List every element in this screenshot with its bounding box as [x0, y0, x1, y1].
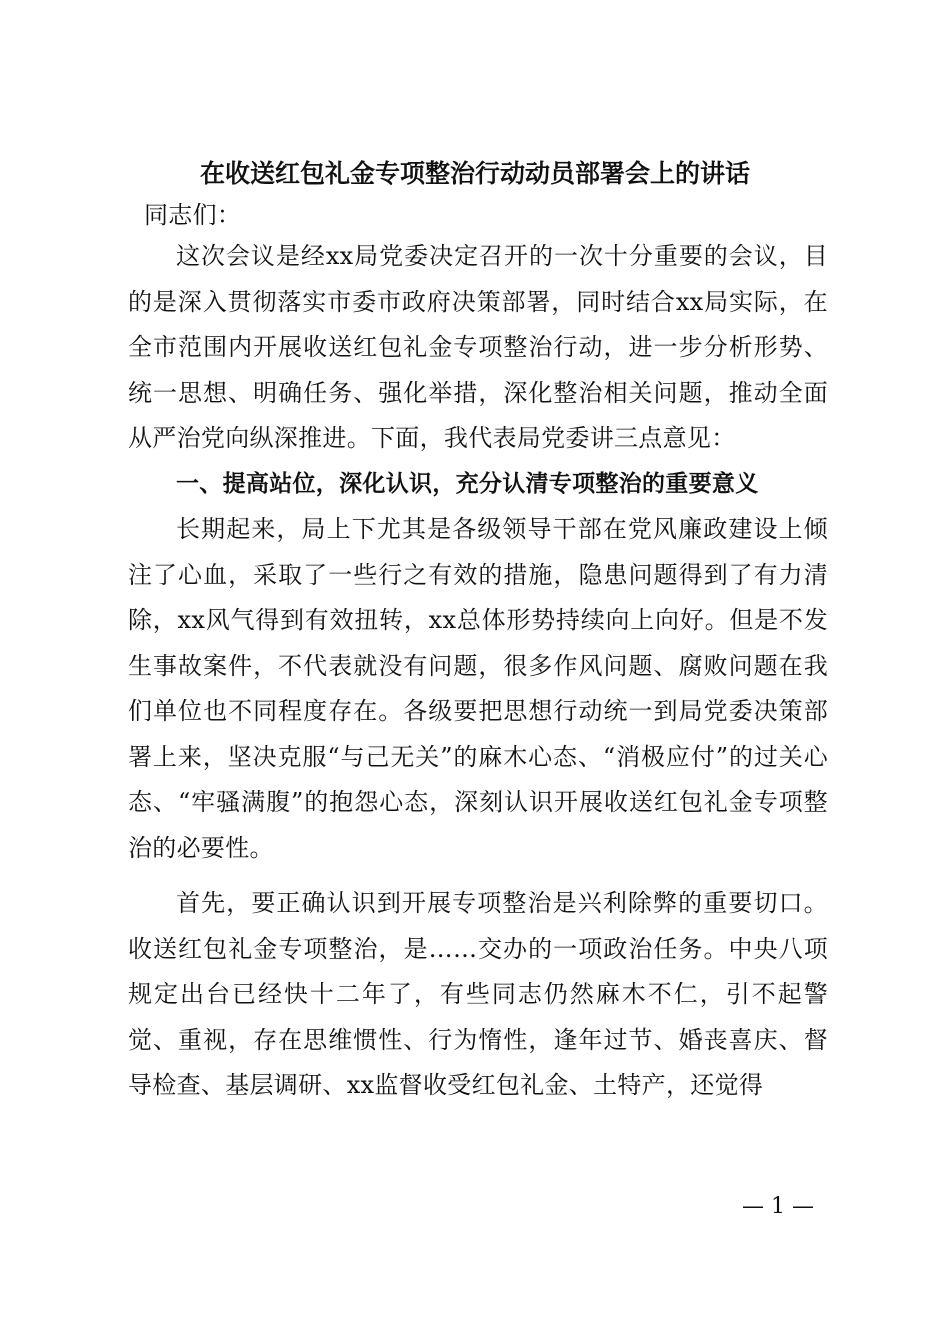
salutation: 同志们：	[144, 201, 242, 229]
section-paragraph: 长期起来，局上下尤其是各级领导干部在党风廉政建设上倾注了心血，采取了一些行之有效的措施，隐患问题得到了有力清除，xx风气得到有效扭转，xx总体形势持续向上向好。但是不发生事故案件，不代表就没有问题，很多作风问题、腐败问题在我们单位也不同程度存在。各级要把思想行动统一到局党委决策部署上来，坚决克服“与己无关”的麻木心态、“消极应付”的过关心态、“牢骚满腹”的抱怨心态，深刻认识开展收送红包礼金专项整治的必要性。	[128, 515, 828, 862]
intro-paragraph: 这次会议是经xx局党委决定召开的一次十分重要的会议，目的是深入贯彻落实市委市政府决策部署，同时结合xx局实际，在全市范围内开展收送红包礼金专项整治行动，进一步分析形势、统一思想、明确任务、强化举措，深化整治相关问题，推动全面从严治党向纵深推进。下面，我代表局党委讲三点意见：	[128, 242, 828, 452]
section-paragraph: 首先，要正确认识到开展专项整治是兴利除弊的重要切口。收送红包礼金专项整治，是……交办的一项政治任务。中央八项规定出台已经快十二年了，有些同志仍然麻木不仁，引不起警觉、重视，存在思维惯性、行为惰性，逢年过节、婚丧喜庆、督导检查、基层调研、xx监督收受红包礼金、土特产，还觉得	[128, 889, 828, 1099]
page-number: — 1 —	[742, 1194, 814, 1219]
document-title: 在收送红包礼金专项整治行动动员部署会上的讲话	[199, 159, 750, 188]
section-heading: 一、提高站位，深化认识，充分认清专项整治的重要意义	[176, 470, 759, 497]
document-body	[128, 196, 828, 1109]
